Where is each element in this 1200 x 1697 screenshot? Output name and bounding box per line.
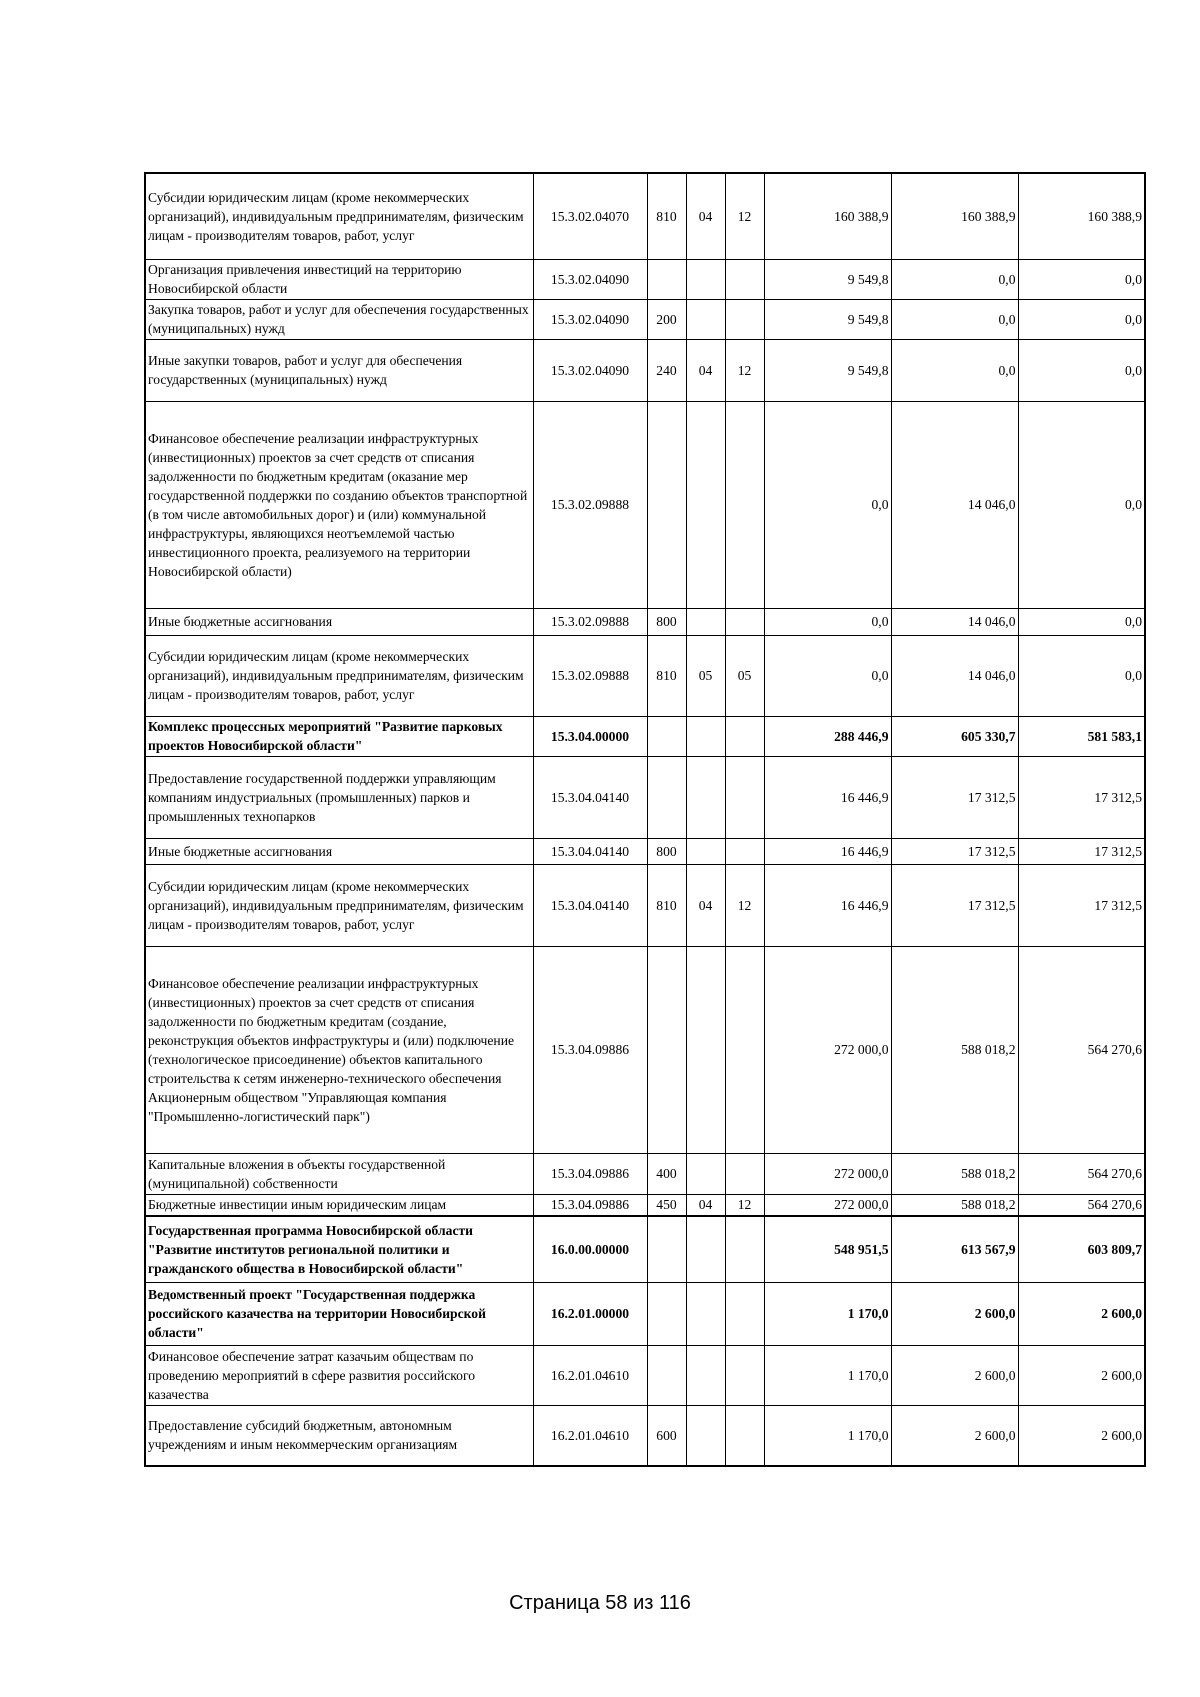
row-value-3: 0,0 [1018,299,1145,339]
row-pr [725,1405,764,1466]
row-name: Комплекс процессных мероприятий "Развитие парковых проектов Новосибирской области" [145,716,533,756]
row-value-1: 9 549,8 [764,259,891,299]
row-value-1: 288 446,9 [764,716,891,756]
row-name: Ведомственный проект "Государственная поддержка российского казачества на территории Новосибирской области" [145,1282,533,1345]
table-row [145,946,1145,1153]
row-value-3: 0,0 [1018,339,1145,401]
row-value-2: 605 330,7 [891,716,1018,756]
row-code: 15.3.02.04090 [533,299,647,339]
row-value-1: 16 446,9 [764,838,891,864]
row-value-1: 9 549,8 [764,299,891,339]
row-value-1: 9 549,8 [764,339,891,401]
row-vr: 200 [647,299,686,339]
row-vr: 810 [647,864,686,946]
row-code: 15.3.02.04090 [533,259,647,299]
row-vr: 810 [647,173,686,259]
row-rz [686,1282,725,1345]
row-value-1: 1 170,0 [764,1345,891,1405]
row-value-3: 17 312,5 [1018,756,1145,838]
row-vr [647,1282,686,1345]
row-pr [725,1345,764,1405]
row-code: 16.0.00.00000 [533,1216,647,1282]
row-name: Бюджетные инвестиции иным юридическим лицам [145,1194,533,1216]
row-rz [686,299,725,339]
row-value-3: 2 600,0 [1018,1345,1145,1405]
row-value-3: 0,0 [1018,401,1145,608]
row-value-2: 14 046,0 [891,635,1018,716]
row-value-3: 564 270,6 [1018,1194,1145,1216]
row-value-1: 16 446,9 [764,756,891,838]
row-name: Субсидии юридическим лицам (кроме некоммерческих организаций), индивидуальным предпринимателям, физическим лицам - производителям товаров, работ, услуг [145,635,533,716]
row-vr: 400 [647,1153,686,1194]
table-row [145,864,1145,946]
row-value-1: 0,0 [764,635,891,716]
row-name: Финансовое обеспечение реализации инфраструктурных (инвестиционных) проектов за счет средств от списания задолженности по бюджетным кредитам (создание, реконструкция объектов инфраструктуры и (или) подключение (технологическое присоединение) объектов капитального строительства к сетям инженерно-технического обеспечения Акционерным обществом "Управляющая компания "Промышленно-логистический парк") [145,946,533,1153]
row-code: 16.2.01.00000 [533,1282,647,1345]
row-value-2: 588 018,2 [891,1194,1018,1216]
row-code: 15.3.04.04140 [533,756,647,838]
row-pr: 12 [725,339,764,401]
row-value-1: 1 170,0 [764,1282,891,1345]
row-value-2: 14 046,0 [891,401,1018,608]
row-rz: 04 [686,173,725,259]
budget-table [144,172,1146,1467]
row-code: 15.3.02.09888 [533,608,647,635]
row-pr [725,401,764,608]
table-row [145,756,1145,838]
row-value-3: 0,0 [1018,259,1145,299]
row-value-2: 0,0 [891,259,1018,299]
row-value-3: 160 388,9 [1018,173,1145,259]
row-pr: 12 [725,173,764,259]
row-code: 16.2.01.04610 [533,1345,647,1405]
row-value-2: 2 600,0 [891,1282,1018,1345]
row-pr [725,716,764,756]
table-row [145,259,1145,299]
row-value-1: 272 000,0 [764,946,891,1153]
row-vr [647,1216,686,1282]
row-pr [725,259,764,299]
row-pr [725,946,764,1153]
table-row [145,608,1145,635]
row-name: Финансовое обеспечение реализации инфраструктурных (инвестиционных) проектов за счет средств от списания задолженности по бюджетным кредитам (оказание мер государственной поддержки по созданию объектов транспортной (в том числе автомобильных дорог) и (или) коммунальной инфраструктуры, являющихся неотъемлемой частью инвестиционного проекта, реализуемого на территории Новосибирской области) [145,401,533,608]
row-code: 15.3.04.09886 [533,1153,647,1194]
row-value-2: 2 600,0 [891,1405,1018,1466]
row-rz [686,401,725,608]
row-name: Иные бюджетные ассигнования [145,608,533,635]
row-value-3: 564 270,6 [1018,1153,1145,1194]
row-code: 15.3.04.04140 [533,864,647,946]
row-pr [725,838,764,864]
row-rz [686,838,725,864]
table-row [145,716,1145,756]
row-value-1: 272 000,0 [764,1194,891,1216]
row-pr [725,1216,764,1282]
table-row [145,1282,1145,1345]
row-pr: 12 [725,864,764,946]
row-name: Субсидии юридическим лицам (кроме некоммерческих организаций), индивидуальным предпринимателям, физическим лицам - производителям товаров, работ, услуг [145,864,533,946]
row-value-3: 581 583,1 [1018,716,1145,756]
row-vr: 600 [647,1405,686,1466]
row-code: 15.3.02.04090 [533,339,647,401]
row-value-1: 272 000,0 [764,1153,891,1194]
row-rz: 04 [686,1194,725,1216]
row-value-2: 588 018,2 [891,946,1018,1153]
row-name: Иные бюджетные ассигнования [145,838,533,864]
row-value-2: 2 600,0 [891,1345,1018,1405]
row-vr [647,756,686,838]
row-code: 15.3.02.04070 [533,173,647,259]
row-rz [686,1216,725,1282]
row-rz: 05 [686,635,725,716]
row-rz [686,608,725,635]
table-row [145,1405,1145,1466]
row-rz [686,1405,725,1466]
row-vr [647,401,686,608]
row-pr: 12 [725,1194,764,1216]
row-rz [686,1153,725,1194]
row-value-3: 564 270,6 [1018,946,1145,1153]
table-row [145,401,1145,608]
row-pr [725,299,764,339]
row-value-3: 17 312,5 [1018,864,1145,946]
row-value-1: 0,0 [764,608,891,635]
row-vr: 450 [647,1194,686,1216]
page-number: Страница 58 из 116 [509,1592,691,1614]
table-row [145,1216,1145,1282]
row-vr [647,1345,686,1405]
row-value-3: 0,0 [1018,608,1145,635]
row-value-2: 160 388,9 [891,173,1018,259]
row-value-2: 613 567,9 [891,1216,1018,1282]
row-code: 15.3.04.09886 [533,946,647,1153]
row-pr [725,1153,764,1194]
row-name: Предоставление государственной поддержки управляющим компаниям индустриальных (промышленных) парков и промышленных технопарков [145,756,533,838]
row-name: Финансовое обеспечение затрат казачьим обществам по проведению мероприятий в сфере развития российского казачества [145,1345,533,1405]
row-rz [686,1345,725,1405]
table-row [145,1153,1145,1194]
row-code: 15.3.02.09888 [533,635,647,716]
row-vr [647,716,686,756]
row-vr: 240 [647,339,686,401]
table-row [145,339,1145,401]
row-value-3: 2 600,0 [1018,1405,1145,1466]
row-rz [686,946,725,1153]
row-vr [647,259,686,299]
row-pr [725,756,764,838]
row-rz: 04 [686,339,725,401]
row-value-1: 548 951,5 [764,1216,891,1282]
row-name: Предоставление субсидий бюджетным, автономным учреждениям и иным некоммерческим организациям [145,1405,533,1466]
row-vr: 810 [647,635,686,716]
row-pr [725,1282,764,1345]
row-vr: 800 [647,608,686,635]
row-value-2: 17 312,5 [891,838,1018,864]
row-value-2: 0,0 [891,339,1018,401]
row-code: 16.2.01.04610 [533,1405,647,1466]
row-value-2: 17 312,5 [891,756,1018,838]
table-row [145,173,1145,259]
row-vr: 800 [647,838,686,864]
row-value-2: 588 018,2 [891,1153,1018,1194]
row-value-1: 16 446,9 [764,864,891,946]
row-code: 15.3.04.04140 [533,838,647,864]
row-rz [686,756,725,838]
row-name: Организация привлечения инвестиций на территорию Новосибирской области [145,259,533,299]
row-value-3: 603 809,7 [1018,1216,1145,1282]
row-value-1: 0,0 [764,401,891,608]
row-rz [686,716,725,756]
table-row [145,299,1145,339]
table-row [145,1194,1145,1216]
row-code: 15.3.04.00000 [533,716,647,756]
row-code: 15.3.04.09886 [533,1194,647,1216]
row-value-1: 160 388,9 [764,173,891,259]
row-vr [647,946,686,1153]
row-value-3: 2 600,0 [1018,1282,1145,1345]
table-row [145,838,1145,864]
row-name: Государственная программа Новосибирской области "Развитие институтов региональной политики и гражданского общества в Новосибирской области" [145,1216,533,1282]
row-value-2: 17 312,5 [891,864,1018,946]
row-value-3: 0,0 [1018,635,1145,716]
row-name: Закупка товаров, работ и услуг для обеспечения государственных (муниципальных) нужд [145,299,533,339]
row-code: 15.3.02.09888 [533,401,647,608]
row-rz: 04 [686,864,725,946]
row-rz [686,259,725,299]
table-row [145,1345,1145,1405]
row-value-2: 14 046,0 [891,608,1018,635]
row-name: Субсидии юридическим лицам (кроме некоммерческих организаций), индивидуальным предпринимателям, физическим лицам - производителям товаров, работ, услуг [145,173,533,259]
row-pr [725,608,764,635]
row-value-1: 1 170,0 [764,1405,891,1466]
row-name: Капитальные вложения в объекты государственной (муниципальной) собственности [145,1153,533,1194]
row-name: Иные закупки товаров, работ и услуг для обеспечения государственных (муниципальных) нужд [145,339,533,401]
row-value-2: 0,0 [891,299,1018,339]
table-row [145,635,1145,716]
row-pr: 05 [725,635,764,716]
row-value-3: 17 312,5 [1018,838,1145,864]
